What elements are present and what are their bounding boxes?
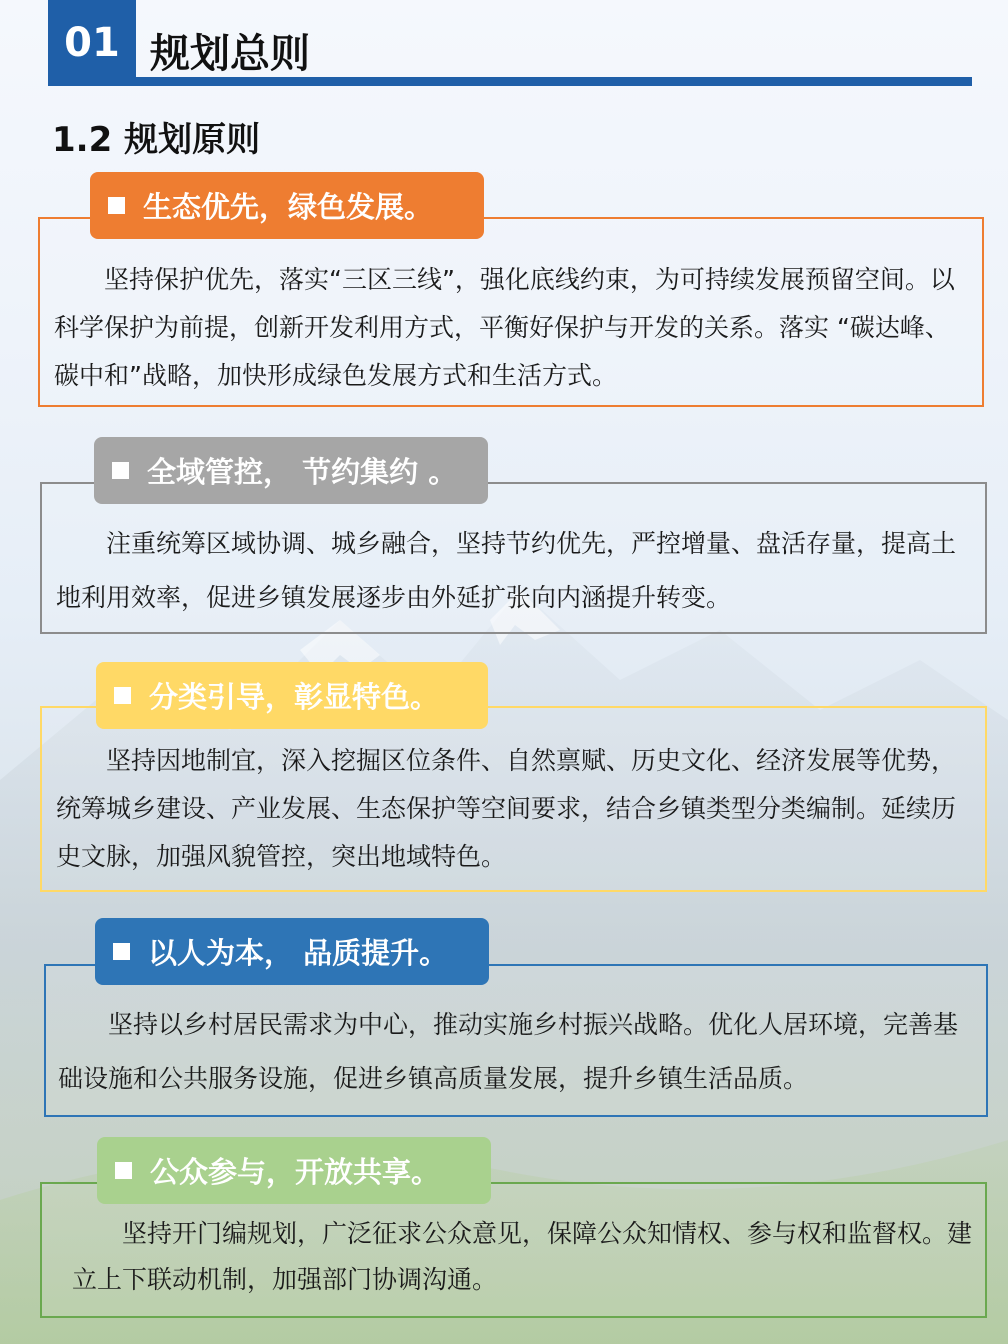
section-subtitle: 1.2 规划原则 bbox=[52, 120, 261, 160]
square-bullet-icon bbox=[115, 1162, 132, 1179]
square-bullet-icon bbox=[114, 687, 131, 704]
principle-text-control: 注重统筹区域协调、城乡融合，坚持节约优先，严控增量、盘活存量，提高土地利用效率，促进乡镇发展逐步由外延扩张向内涵提升转变。 bbox=[56, 529, 957, 612]
principle-tab-control bbox=[94, 437, 488, 504]
principle-text-people: 坚持以乡村居民需求为中心，推动实施乡村振兴战略。优化人居环境，完善基础设施和公共服务设施，促进乡镇高质量发展，提升乡镇生活品质。 bbox=[58, 1010, 959, 1093]
principle-tab-ecology bbox=[90, 172, 484, 239]
principle-heading-control: 全域管控， 节约集约 。 bbox=[147, 455, 458, 489]
chapter-title: 规划总则 bbox=[150, 31, 310, 77]
principle-text-feature: 坚持因地制宜，深入挖掘区位条件、自然禀赋、历史文化、经济发展等优势，统筹城乡建设、产业发展、生态保护等空间要求，结合乡镇类型分类编制。延续历史文脉，加强风貌管控，突出地域特色。 bbox=[56, 746, 957, 871]
principle-text-public: 坚持开门编规划，广泛征求公众意见，保障公众知情权、参与权和监督权。建立上下联动机制，加强部门协调沟通。 bbox=[72, 1219, 973, 1294]
square-bullet-icon bbox=[112, 462, 129, 479]
principle-text-ecology: 坚持保护优先，落实“三区三线”，强化底线约束，为可持续发展预留空间。以科学保护为前提，创新开发利用方式，平衡好保护与开发的关系。落实 “碳达峰、碳中和”战略，加快形成绿色发展方式和生活方式。 bbox=[54, 265, 955, 390]
header-rule bbox=[136, 77, 972, 86]
principle-tab-people bbox=[95, 918, 489, 985]
principle-heading-feature: 分类引导，彰显特色。 bbox=[149, 680, 440, 714]
principle-heading-public: 公众参与，开放共享。 bbox=[150, 1155, 441, 1189]
square-bullet-icon bbox=[108, 197, 125, 214]
square-bullet-icon bbox=[113, 943, 130, 960]
principle-tab-public bbox=[97, 1137, 491, 1204]
principle-heading-ecology: 生态优先，绿色发展。 bbox=[143, 190, 434, 224]
principle-tab-feature bbox=[96, 662, 488, 729]
principle-heading-people: 以人为本， 品质提升。 bbox=[148, 936, 449, 970]
chapter-number: 01 bbox=[48, 0, 136, 86]
